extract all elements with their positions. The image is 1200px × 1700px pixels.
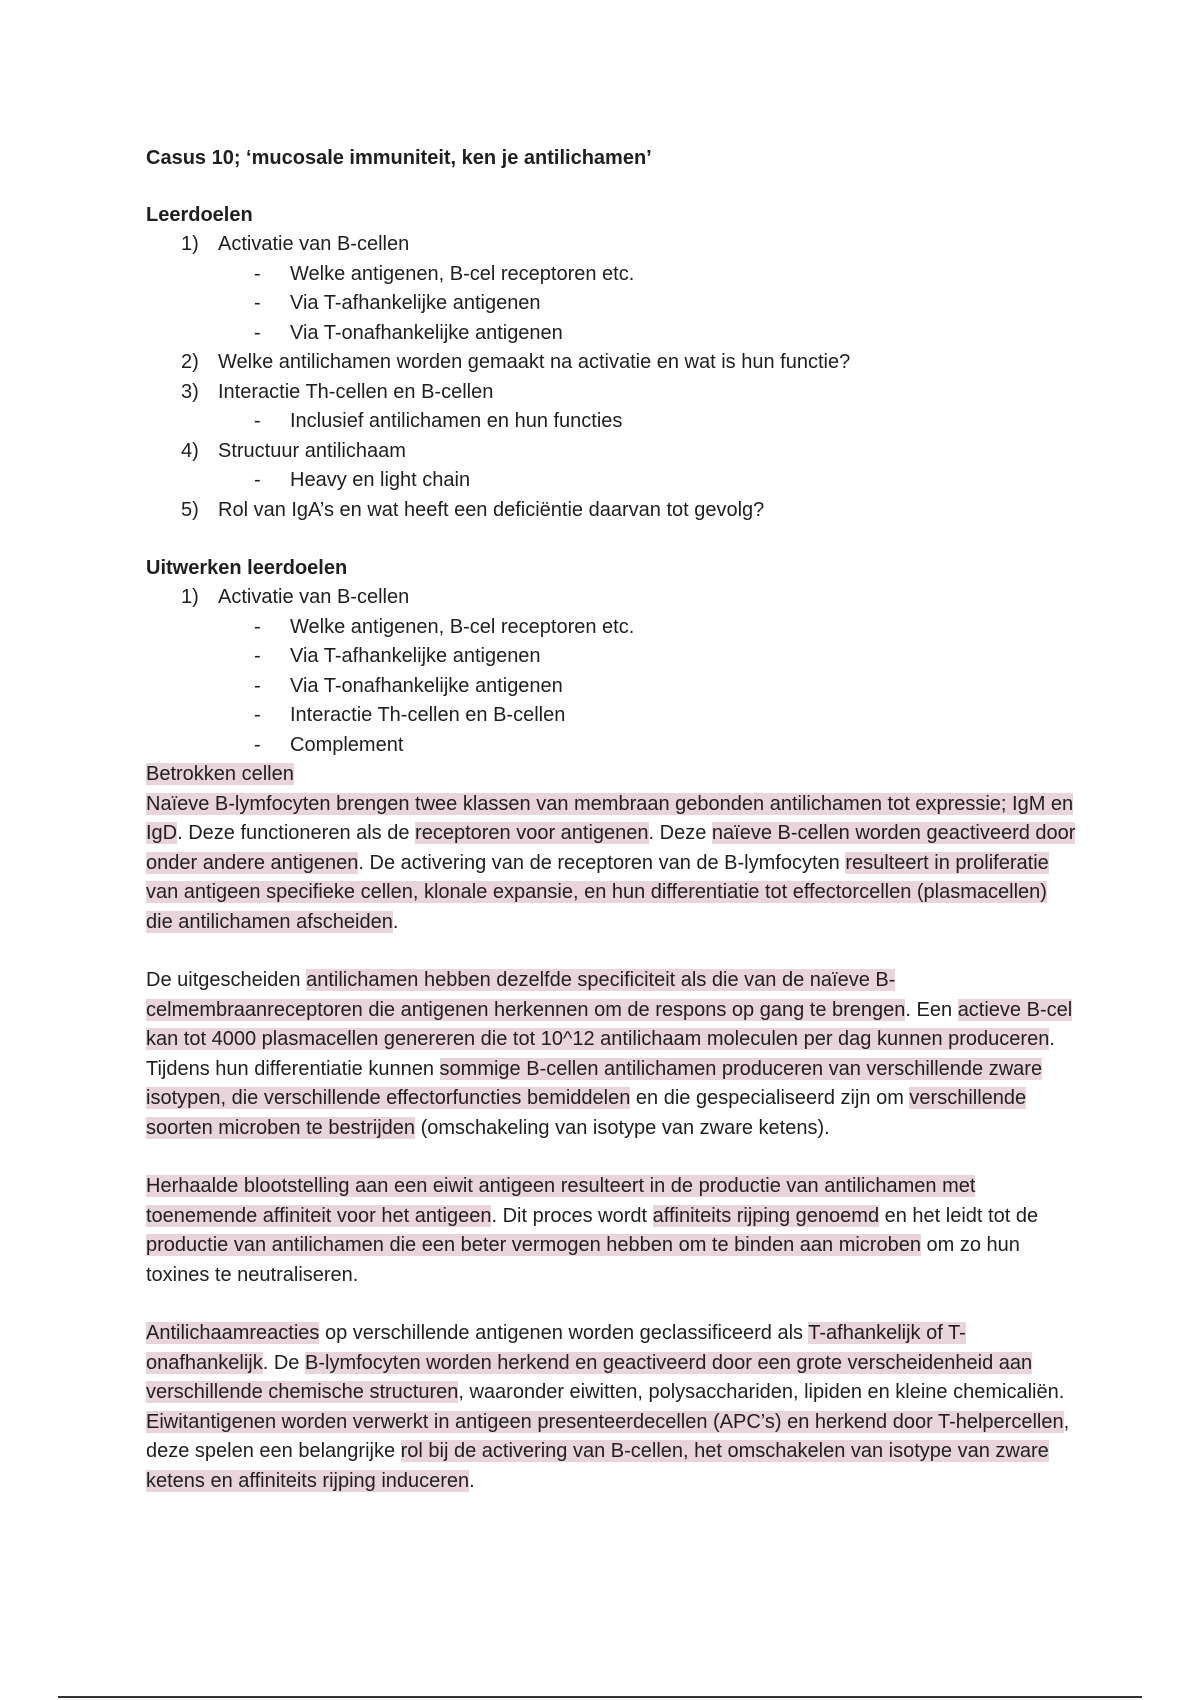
- list-item-text: Inclusief antilichamen en hun functies: [290, 410, 623, 432]
- highlighted-text: Betrokken cellen: [146, 763, 294, 785]
- list-number: 1): [181, 586, 199, 608]
- paragraph-text: . Een: [905, 998, 958, 1021]
- paragraph-text: en het leidt tot de: [879, 1204, 1039, 1227]
- numbered-list-item: [146, 378, 1076, 408]
- bullet-list-item: [146, 672, 1076, 702]
- list-item-text: Welke antigenen, B-cel receptoren etc.: [290, 262, 635, 285]
- paragraph: [146, 966, 1076, 1143]
- highlighted-text: actieve B-cel kan tot 4000 plasmacellen genereren die tot 10^12 antilichaam moleculen per dag kunnen produceren: [146, 998, 1073, 1050]
- list-number: 4): [181, 439, 199, 462]
- paragraph-text: . De: [262, 1351, 305, 1374]
- bullet-list-item: [146, 407, 1076, 437]
- bullet-list-item: [146, 260, 1076, 290]
- list-number: 5): [181, 498, 199, 521]
- paragraph-text: op verschillende antigenen worden geclassificeerd als: [319, 1322, 809, 1344]
- paragraph-text: .: [469, 1469, 475, 1492]
- bullet-list-item: [146, 319, 1076, 349]
- list-dash: -: [254, 292, 261, 314]
- list-item-text: Via T-onafhankelijke antigenen: [290, 674, 563, 697]
- numbered-list-item: [146, 437, 1076, 467]
- paragraph-text: (omschakeling van isotype van zware ketens).: [415, 1116, 830, 1139]
- uitwerken-section: [146, 553, 1076, 760]
- leerdoelen-list: [146, 230, 1076, 525]
- list-item-text: Heavy en light chain: [290, 469, 471, 491]
- leerdoelen-section: [146, 200, 1076, 525]
- body-text: [146, 760, 1076, 1496]
- paragraph-text: .: [392, 910, 399, 933]
- list-item-text: Interactie Th-cellen en B-cellen: [218, 380, 494, 403]
- highlighted-text: Eiwitantigenen worden verwerkt in antigeen presenteerdecellen (APC’s) en herkend door T-helpercellen: [146, 1410, 1064, 1433]
- paragraph-text: . Deze functioneren als de: [177, 822, 416, 844]
- highlighted-text: verschillende soorten microben te bestrijden: [146, 1087, 1027, 1139]
- highlighted-text: receptoren voor antigenen: [415, 822, 649, 844]
- bullet-list-item: [146, 466, 1076, 496]
- highlighted-text: Herhaalde blootstelling aan een eiwit antigeen resulteert in de productie van antilichamen met toenemende affiniteit voor het antigeen: [146, 1175, 976, 1227]
- list-dash: -: [254, 262, 261, 285]
- list-item-text: Via T-onafhankelijke antigenen: [290, 321, 563, 344]
- numbered-list-item: [146, 583, 1076, 613]
- bullet-list-item: [146, 289, 1076, 319]
- paragraph-text: . Tijdens hun differentiatie kunnen: [146, 1028, 1055, 1080]
- list-item-text: Structuur antilichaam: [218, 439, 406, 462]
- highlighted-text: affiniteits rijping genoemd: [652, 1204, 880, 1227]
- highlighted-text: T-afhankelijk of T-onafhankelijk: [146, 1322, 966, 1374]
- highlighted-text: Antilichaamreacties: [146, 1322, 320, 1344]
- highlighted-text: resulteert in proliferatie van antigeen specifieke cellen, klonale expansie, en hun differentiatie tot effectorcellen (plasmacellen) die antilichamen afscheiden: [146, 851, 1049, 933]
- list-number: 2): [181, 351, 199, 373]
- list-item-text: Via T-afhankelijke antigenen: [290, 292, 541, 314]
- paragraph: [146, 760, 1076, 937]
- numbered-list-item: [146, 230, 1076, 260]
- paragraph-text: , deze spelen een belangrijke: [146, 1410, 1070, 1462]
- highlighted-text: rol bij de activering van B-cellen, het omschakelen van isotype van zware ketens en affiniteits rijping induceren: [146, 1440, 1049, 1492]
- numbered-list-item: [146, 496, 1076, 526]
- bullet-list-item: [146, 731, 1076, 761]
- highlighted-text: antilichamen hebben dezelfde specificiteit als die van de naïeve B-celmembraanreceptoren die antigenen herkennen om de respons op gang te brengen: [146, 969, 906, 1021]
- list-dash: -: [254, 645, 261, 667]
- highlighted-text: naïeve B-cellen worden geactiveerd door onder andere antigenen: [146, 822, 1076, 874]
- uitwerken-heading: Uitwerken leerdoelen: [146, 557, 348, 579]
- list-item-text: Via T-afhankelijke antigenen: [290, 645, 541, 667]
- list-number: 3): [181, 380, 199, 403]
- paragraph: [146, 1172, 1076, 1290]
- list-item-text: Interactie Th-cellen en B-cellen: [290, 704, 566, 726]
- list-dash: -: [254, 410, 261, 432]
- bullet-list-item: [146, 701, 1076, 731]
- document-title: Casus 10; ‘mucosale immuniteit, ken je antilichamen’: [146, 147, 652, 169]
- paragraph-text: De uitgescheiden: [146, 969, 307, 991]
- highlighted-text: B-lymfocyten worden herkend en geactiveerd door een grote verscheidenheid aan verschillende chemische structuren: [146, 1351, 1033, 1403]
- list-item-text: Activatie van B-cellen: [218, 586, 410, 608]
- list-dash: -: [254, 674, 261, 697]
- list-dash: -: [254, 321, 261, 344]
- paragraph-text: , waaronder eiwitten, polysacchariden, lipiden en kleine chemicaliën.: [458, 1381, 1065, 1403]
- list-dash: -: [254, 615, 261, 638]
- paragraph-text: . Dit proces wordt: [491, 1204, 653, 1227]
- numbered-list-item: [146, 348, 1076, 378]
- highlighted-text: Naïeve B-lymfocyten brengen twee klassen van membraan gebonden antilichamen tot expressie; IgM en IgD: [146, 792, 1074, 844]
- list-dash: -: [254, 704, 261, 726]
- paragraph-text: en die gespecialiseerd zijn om: [630, 1087, 910, 1109]
- list-dash: -: [254, 733, 261, 756]
- list-number: 1): [181, 233, 199, 255]
- leerdoelen-heading: Leerdoelen: [146, 204, 253, 226]
- list-item-text: Welke antilichamen worden gemaakt na activatie en wat is hun functie?: [218, 351, 851, 373]
- list-item-text: Complement: [290, 733, 404, 756]
- list-item-text: Welke antigenen, B-cel receptoren etc.: [290, 615, 635, 638]
- list-dash: -: [254, 469, 261, 491]
- bullet-list-item: [146, 642, 1076, 672]
- paragraph: [146, 1319, 1076, 1496]
- paragraph-text: . Deze: [648, 822, 712, 844]
- document-page: [146, 143, 1076, 1496]
- list-item-text: Activatie van B-cellen: [218, 233, 410, 255]
- paragraph-text: om zo hun toxines te neutraliseren.: [146, 1234, 1020, 1286]
- paragraph-text: . De activering van de receptoren van de B-lymfocyten: [358, 851, 846, 874]
- highlighted-text: productie van antilichamen die een beter vermogen hebben om te binden aan microben: [146, 1234, 921, 1256]
- page-bottom-rule: [58, 1696, 1142, 1698]
- bullet-list-item: [146, 613, 1076, 643]
- list-item-text: Rol van IgA’s en wat heeft een deficiëntie daarvan tot gevolg?: [218, 498, 765, 521]
- uitwerken-list: [146, 583, 1076, 760]
- highlighted-text: sommige B-cellen antilichamen produceren van verschillende zware isotypen, die verschillende effectorfuncties bemiddelen: [146, 1057, 1043, 1109]
